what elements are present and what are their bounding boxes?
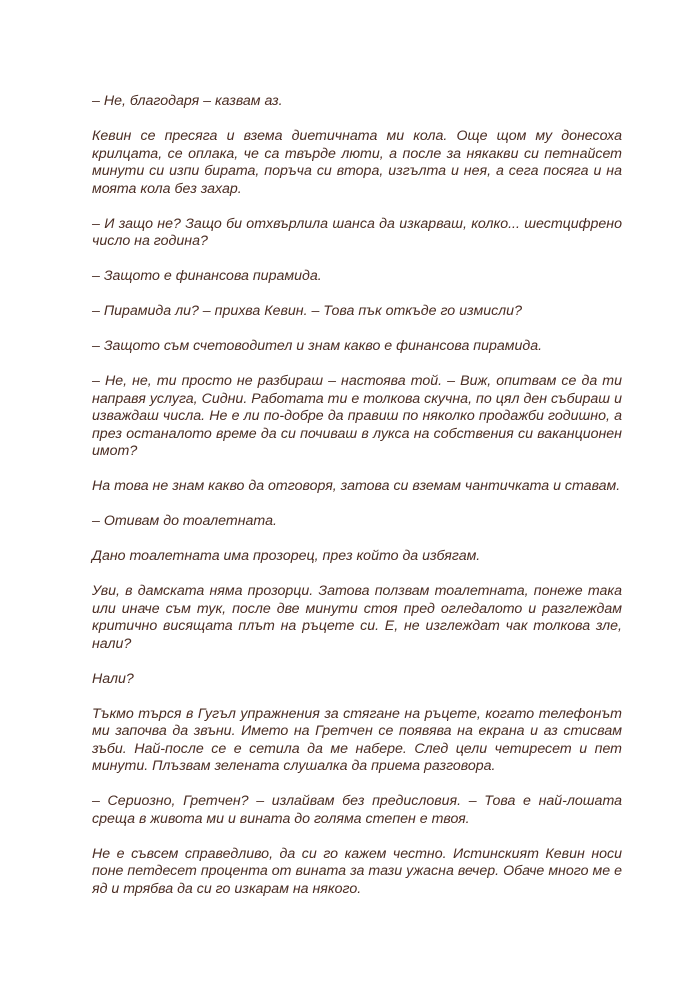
- paragraph: На това не знам какво да отговоря, затова си вземам чантичката и ставам.: [92, 478, 621, 494]
- paragraph: – Отивам до тоалетната.: [92, 513, 277, 529]
- paragraph: Уви, в дамската няма прозорци. Затова ползвам тоалетната, понеже така или иначе съм тук, после две минути стоя пред огледалото и разглеждам критично висящата плът на ръцете си. Е, не изглеждат чак толкова зле, нали?: [92, 583, 622, 652]
- paragraph: Нали?: [92, 670, 134, 687]
- paragraph: Тъкмо търся в Гугъл упражнения за стягане на ръцете, когато телефонът ми започва да звъни. Името на Гретчен се появява на екрана и аз стисвам зъби. Най-после се е сетила да ме набере. След цели четиресет и пет минути. Плъзвам зелената слушалка да приема разговора.: [92, 705, 622, 774]
- paragraph: – Защото е финансова пирамида.: [92, 268, 322, 284]
- paragraph: Не е съвсем справедливо, да си го кажем честно. Истинският Кевин носи поне петдесет процента от вината за тази ужасна вечер. Обаче много ме е яд и трябва да си го изкарам на някого.: [92, 845, 622, 897]
- paragraph: – Не, не, ти просто не разбираш – настоява той. – Виж, опитвам се да ти направя услуга, Сидни. Работата ти е толкова скучна, по цял ден събираш и изваждаш числа. Не е ли по-добре да правиш по няколко продажби годишно, а през останалото време да си почиваш в лукса на собствения си ваканционен имот?: [92, 373, 622, 459]
- paragraph: Кевин се пресяга и взема диетичната ми кола. Още щом му донесоха крилцата, се оплака, че са твърде люти, а после за някакви си петнайсет минути си изпи бирата, поръча си втора, изгълта и нея, а сега посяга и на моята кола без захар.: [92, 128, 622, 197]
- document-body: [92, 93, 622, 916]
- paragraph: Дано тоалетната има прозорец, през който да избягам.: [92, 548, 481, 564]
- paragraph: – И защо не? Защо би отхвърлила шанса да изкарваш, колко... шестцифрено число на година?: [92, 215, 622, 249]
- paragraph: – Пирамида ли? – прихва Кевин. – Това пък откъде го измисли?: [92, 303, 522, 319]
- paragraph: – Не, благодаря – казвам аз.: [92, 93, 283, 109]
- paragraph: – Сериозно, Гретчен? – излайвам без предисловия. – Това е най-лошата среща в живота ми и вината до голяма степен е твоя.: [92, 793, 622, 827]
- paragraph: – Защото съм счетоводител и знам какво е финансова пирамида.: [92, 338, 543, 354]
